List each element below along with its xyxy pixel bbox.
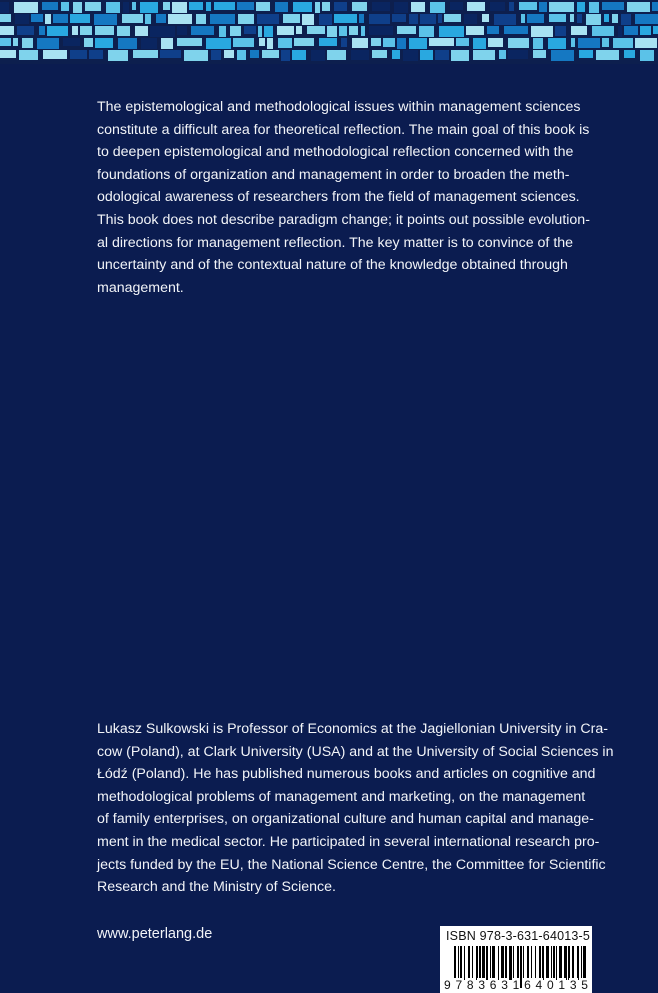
banner-tile	[369, 26, 393, 35]
banner-tile	[349, 26, 358, 35]
text-line: constitute a difficult area for theoretical reflection. The main goal of this book is	[97, 121, 590, 138]
banner-tile	[61, 2, 69, 11]
banner-tile	[627, 2, 650, 12]
banner-tile	[589, 2, 599, 13]
banner-tile	[473, 38, 486, 49]
banner-tile	[577, 2, 585, 12]
banner-tile	[334, 14, 357, 23]
banner-tile	[42, 2, 58, 10]
banner-tile	[94, 14, 117, 25]
barcode-bar	[472, 946, 473, 980]
banner-tile	[191, 26, 214, 35]
banner-tile	[230, 26, 241, 36]
banner-tile	[315, 2, 320, 13]
banner-tile	[278, 38, 292, 48]
barcode-bar	[551, 946, 552, 980]
banner-tile	[494, 14, 516, 25]
banner-tile	[419, 26, 434, 37]
banner-tile	[63, 38, 80, 46]
barcode-bar	[460, 946, 462, 980]
banner-tile	[257, 14, 279, 24]
banner-tile	[106, 2, 120, 13]
banner-tile	[640, 50, 654, 61]
banner-tile	[444, 14, 461, 22]
banner-tile	[397, 38, 406, 49]
banner-tile	[84, 38, 93, 47]
banner-tile	[70, 14, 90, 23]
text-line: ment in the medical sector. He participated in several international research pro-	[97, 833, 600, 850]
banner-tile	[586, 14, 601, 25]
banner-tile	[0, 38, 11, 46]
banner-tile	[397, 26, 416, 34]
banner-tile	[277, 26, 294, 35]
banner-tile	[533, 38, 543, 49]
banner-tile	[555, 26, 566, 36]
banner-tile	[618, 26, 622, 37]
barcode-digit: 6	[489, 978, 497, 992]
banner-tile	[210, 14, 235, 24]
text-line: jects funded by the EU, the National Science Centre, the Committee for Scientific	[97, 856, 606, 873]
banner-tile	[250, 50, 259, 58]
barcode-bar	[572, 946, 574, 980]
book-description	[97, 96, 642, 299]
barcode-bar	[559, 946, 562, 980]
barcode-bar	[464, 946, 465, 980]
banner-tile	[70, 50, 87, 59]
banner-tile	[450, 2, 463, 10]
banner-tile	[327, 26, 337, 37]
isbn-barcode	[440, 926, 592, 993]
banner-tile	[499, 50, 506, 59]
text-line: cow (Poland), at Clark University (USA) and at the University of Social Sciences in	[97, 743, 614, 760]
banner-tile	[570, 14, 574, 22]
barcode-bar	[577, 946, 579, 980]
banner-tile	[508, 38, 529, 48]
text-line: The epistemological and methodological issues within management sciences	[97, 99, 581, 115]
banner-tile	[256, 2, 270, 11]
barcode-bar	[553, 946, 555, 980]
banner-tile	[262, 50, 279, 58]
barcode-bar	[568, 946, 570, 980]
barcode-bar	[535, 946, 536, 980]
text-line: Łódź (Poland). He has published numerous books and articles on cognitive and	[97, 766, 596, 783]
banner-tile	[548, 38, 566, 49]
barcode-digit: 3	[478, 978, 485, 992]
banner-tile	[359, 14, 364, 23]
banner-tile	[141, 38, 157, 49]
banner-tile	[533, 50, 546, 58]
author-bio	[97, 718, 642, 899]
banner-tile	[624, 50, 635, 58]
barcode-bar	[539, 946, 541, 980]
barcode-digit: 8	[466, 978, 474, 992]
banner-tile	[172, 2, 187, 13]
banner-tile	[206, 2, 211, 11]
banner-tile	[612, 14, 618, 23]
banner-tile	[0, 14, 11, 22]
barcode-bar	[501, 946, 504, 980]
banner-tile	[22, 38, 33, 48]
barcode-bar	[531, 946, 532, 980]
banner-tile	[549, 2, 574, 12]
banner-tile	[189, 2, 203, 10]
banner-tile	[123, 2, 129, 13]
barcode-digit: 6	[524, 978, 531, 992]
banner-tile	[0, 26, 14, 35]
barcode-digit: 1	[558, 978, 566, 992]
banner-tile	[281, 50, 290, 61]
banner-tile	[352, 38, 368, 48]
banner-tile	[371, 38, 381, 46]
barcode-digit: 7	[455, 978, 463, 992]
banner-tile	[403, 50, 418, 61]
banner-tile	[219, 26, 226, 37]
banner-tile	[490, 2, 505, 11]
barcode-bar	[479, 946, 481, 980]
barcode-bar	[556, 946, 557, 980]
banner-tile	[237, 50, 246, 60]
barcode-digit: 0	[546, 978, 554, 992]
banner-tile	[435, 50, 449, 60]
banner-tile	[275, 2, 288, 12]
barcode-bar	[492, 946, 495, 980]
banner-tile	[307, 26, 325, 34]
banner-tile	[19, 50, 38, 60]
banner-tile	[613, 38, 633, 48]
banner-tile	[467, 2, 485, 11]
banner-tile	[0, 50, 16, 58]
banner-tile	[394, 2, 408, 13]
barcode-bar	[513, 946, 514, 980]
banner-tile	[383, 38, 395, 47]
barcode-digit: 4	[535, 978, 543, 992]
banner-tile	[577, 14, 582, 23]
text-line: al directions for management reflection. The key matter is to convince of the	[97, 234, 574, 251]
banner-tile	[551, 50, 574, 61]
barcode-bar	[458, 946, 459, 980]
publisher-website[interactable]: www.peterlang.de	[97, 926, 213, 942]
banner-tile	[160, 50, 181, 58]
text-line: odological awareness of researchers from the field of management sciences.	[97, 189, 580, 206]
banner-tile	[13, 38, 18, 46]
banner-tile	[322, 2, 330, 11]
barcode-digit: 1	[512, 978, 520, 992]
banner-tile	[602, 38, 609, 47]
banner-tile	[527, 14, 544, 23]
banner-tile	[521, 14, 525, 23]
text-line: management.	[97, 279, 184, 296]
banner-tile	[47, 26, 68, 36]
banner-tile	[184, 50, 208, 61]
banner-tile	[508, 50, 528, 59]
banner-tile	[161, 38, 173, 49]
banner-tile	[45, 14, 51, 24]
banner-tile	[259, 38, 265, 46]
barcode-bar	[482, 946, 485, 980]
text-line: to deepen epistemological and methodological reflection concerned with the	[97, 144, 574, 161]
banner-tile	[509, 2, 514, 11]
banner-tile	[117, 26, 130, 36]
banner-tile	[292, 50, 306, 60]
banner-tile	[39, 26, 45, 35]
banner-tile	[579, 50, 593, 58]
banner-tile	[145, 14, 151, 24]
banner-tile	[488, 38, 503, 47]
banner-tile	[339, 26, 347, 36]
banner-tile	[224, 50, 234, 58]
banner-tile	[73, 2, 82, 13]
banner-tile	[237, 2, 254, 10]
banner-tile	[334, 2, 347, 11]
banner-tile	[168, 14, 192, 24]
banner-tile	[17, 26, 34, 35]
text-line: of family enterprises, on organizational culture and human capital and manage-	[97, 811, 594, 828]
banner-tile	[578, 38, 600, 48]
banner-tile	[411, 2, 425, 12]
banner-tile	[602, 2, 624, 10]
barcode-digit: 5	[581, 978, 588, 992]
banner-tile	[438, 14, 442, 23]
text-line: Lukasz Sulkowski is Professor of Economics at the Jagiellonian University in Cra-	[97, 721, 608, 737]
banner-tile	[531, 26, 553, 37]
banner-tile	[621, 14, 631, 25]
banner-tile	[482, 14, 489, 22]
text-line: methodological problems of management and marketing, on the management	[97, 788, 586, 805]
banner-tile	[549, 14, 566, 22]
banner-tile	[473, 50, 495, 60]
banner-tile	[604, 14, 609, 22]
banner-tile	[233, 38, 254, 47]
banner-tile	[429, 38, 454, 46]
banner-tile	[487, 26, 499, 34]
banner-tile	[592, 26, 614, 36]
banner-tile	[361, 26, 365, 36]
decorative-banner	[0, 0, 658, 64]
banner-tile	[85, 2, 101, 11]
banner-tile	[652, 2, 658, 11]
barcode-bar	[505, 946, 507, 980]
banner-tile	[80, 26, 92, 35]
banner-tile	[420, 14, 436, 24]
text-line: This book does not describe paradigm change; it points out possible evolution-	[97, 211, 590, 228]
banner-tile	[140, 2, 158, 13]
banner-tile	[504, 26, 528, 34]
banner-tile	[264, 26, 273, 37]
barcode-bar	[468, 946, 470, 980]
banner-tile	[451, 50, 469, 61]
banner-tile	[150, 26, 175, 37]
barcode-bar	[523, 946, 524, 980]
banner-tile	[519, 2, 537, 10]
banner-tile	[108, 50, 128, 61]
banner-tile	[177, 38, 202, 46]
banner-tile	[0, 2, 9, 13]
banner-tile	[571, 38, 575, 47]
banner-tile	[72, 26, 78, 35]
banner-tile	[206, 38, 231, 49]
banner-tile	[53, 14, 68, 23]
banner-tile	[596, 50, 619, 60]
banner-tile	[464, 14, 477, 24]
banner-tile	[409, 14, 418, 24]
barcode-bar	[509, 946, 512, 980]
banner-tile	[456, 38, 469, 46]
banner-tile	[211, 50, 221, 60]
banner-tile	[640, 26, 651, 35]
barcode-digits	[443, 978, 589, 992]
banner-tile	[267, 38, 273, 49]
banner-tile	[571, 26, 587, 35]
banner-tile	[635, 14, 658, 24]
banner-tile	[439, 26, 464, 37]
banner-tile	[238, 14, 254, 24]
banner-tile	[14, 2, 38, 13]
banner-tile	[133, 50, 158, 58]
banner-tile	[244, 26, 256, 34]
banner-tile	[15, 14, 29, 24]
banner-tile	[319, 38, 337, 46]
banner-tile	[392, 50, 400, 59]
banner-tile	[369, 14, 390, 24]
barcode-bar	[498, 946, 499, 980]
banner-tile	[135, 26, 148, 36]
banner-tile	[372, 50, 387, 58]
text-line: Research and the Ministry of Science.	[97, 879, 336, 896]
banner-tile	[311, 50, 325, 61]
banner-tile	[341, 38, 347, 47]
banner-tile	[635, 38, 657, 48]
banner-tile	[95, 38, 113, 48]
barcode-bar	[476, 946, 478, 980]
barcode-bar	[542, 946, 544, 980]
banner-tile	[352, 2, 367, 11]
banner-tile	[177, 26, 187, 35]
banner-tile	[624, 26, 638, 35]
barcode-bar	[486, 946, 488, 980]
banner-tile	[296, 26, 302, 34]
banner-tile	[409, 38, 427, 49]
banner-tile	[420, 50, 433, 60]
banner-tile	[214, 2, 235, 10]
banner-tile	[283, 14, 300, 23]
banner-tile	[196, 14, 206, 24]
banner-tile	[31, 14, 43, 22]
banner-tile	[653, 26, 658, 34]
text-line: uncertainty and of the contextual nature of the knowledge obtained through	[97, 257, 568, 274]
barcode-bar	[490, 946, 491, 980]
banner-tile	[539, 2, 547, 12]
banner-tile	[122, 14, 143, 23]
barcode-bar	[546, 946, 549, 980]
banner-tile	[430, 2, 445, 13]
banner-tile	[43, 50, 67, 59]
banner-tile	[372, 2, 390, 11]
banner-tile	[319, 14, 332, 25]
barcode-digit: 9	[444, 978, 451, 992]
barcode-bar	[564, 946, 567, 980]
barcode-digit: 3	[501, 978, 508, 992]
banner-tile	[466, 26, 484, 35]
banner-tile	[293, 2, 312, 12]
banner-tile	[302, 14, 314, 25]
banner-tile	[132, 2, 136, 10]
banner-tile	[392, 14, 406, 22]
banner-tile	[89, 50, 103, 59]
banner-tile	[327, 50, 346, 60]
banner-tile	[163, 2, 170, 10]
banner-tile	[118, 38, 137, 49]
barcode-bar	[527, 946, 529, 980]
text-line: foundations of organization and management in order to broaden the meth-	[97, 166, 570, 183]
banner-tile	[258, 26, 262, 37]
banner-tile	[95, 26, 114, 35]
banner-tile	[351, 50, 369, 60]
banner-tile	[156, 14, 166, 23]
banner-tile	[37, 38, 59, 49]
isbn-label: ISBN 978-3-631-64013-5	[446, 929, 591, 943]
barcode-digit: 3	[569, 978, 577, 992]
banner-tile	[294, 38, 314, 46]
